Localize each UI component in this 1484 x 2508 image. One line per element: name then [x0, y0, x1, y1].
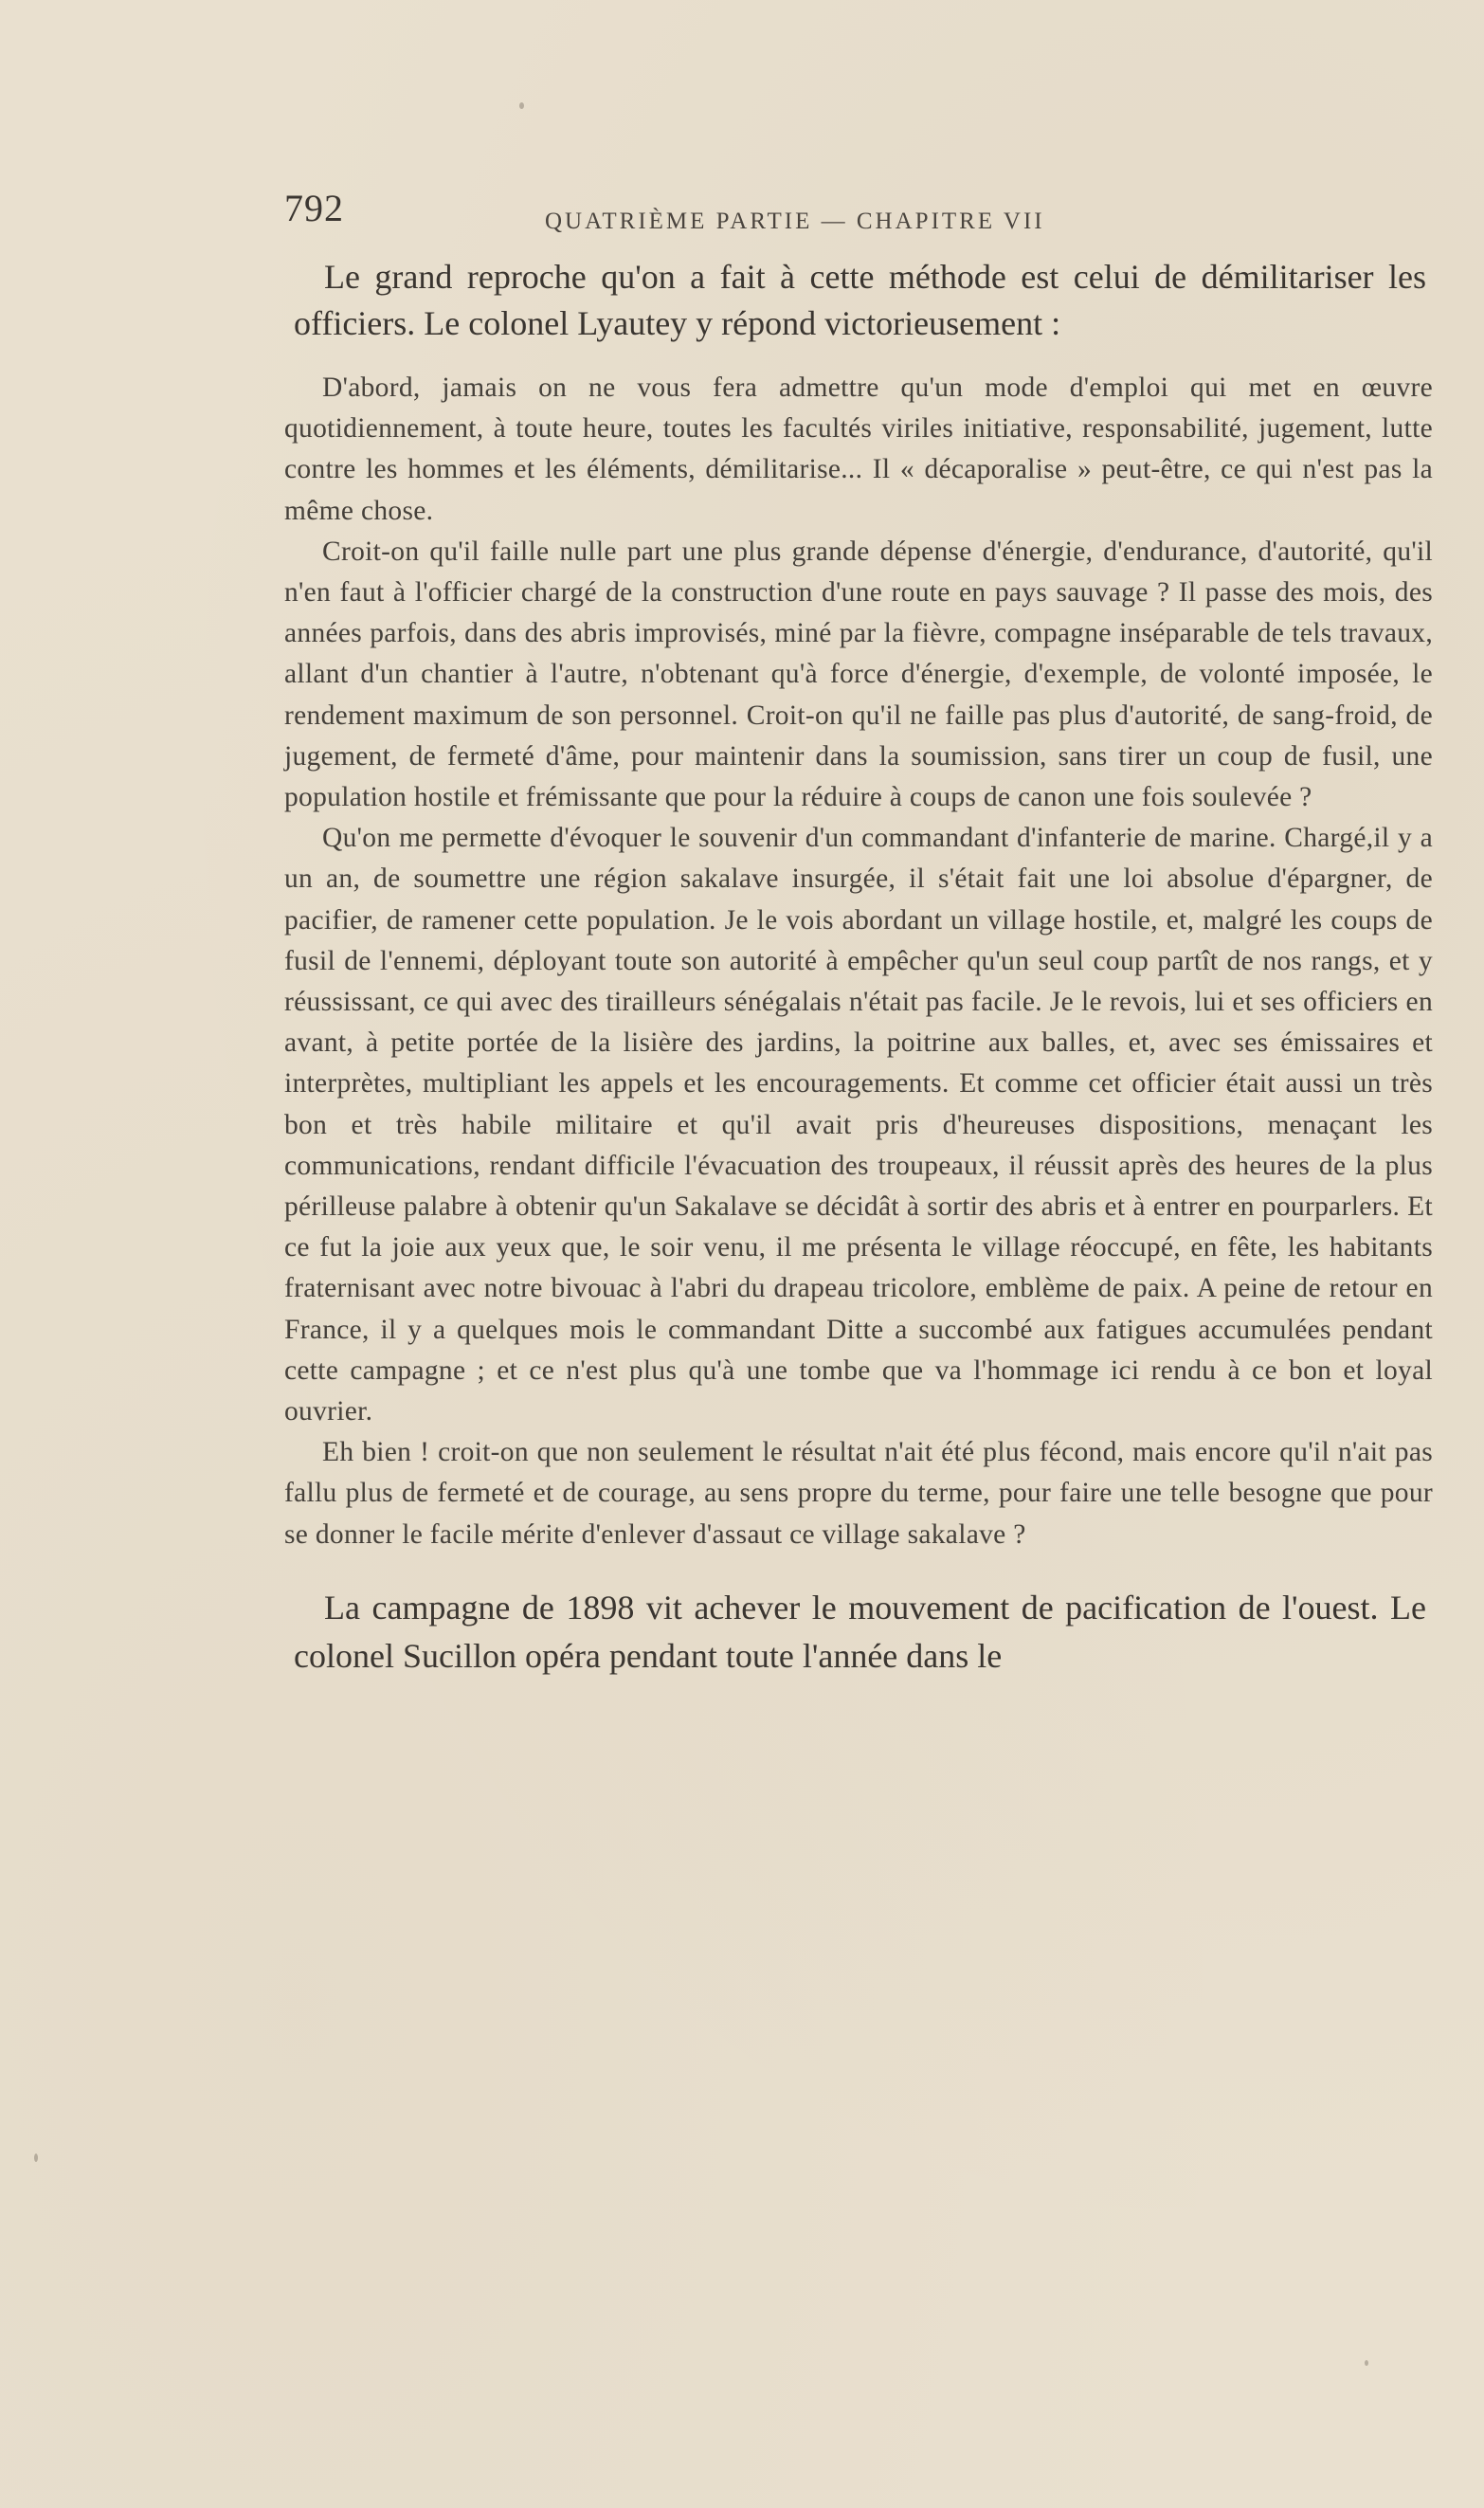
paper-speck — [1365, 2360, 1368, 2366]
quotation-block — [284, 368, 1433, 1555]
running-head: QUATRIÈME PARTIE — CHAPITRE VII — [545, 209, 1045, 234]
closing-paragraph: La campagne de 1898 vit achever le mouvement de pacification de l'ouest. Le colonel Sucillon opéra pendant toute l'année dans le — [294, 1588, 1426, 1675]
page-header — [284, 186, 1440, 243]
paper-speck — [519, 102, 524, 109]
page-number: 792 — [284, 187, 344, 229]
quote-paragraph-2: Croit-on qu'il faille nulle part une plus grande dépense d'énergie, d'endurance, d'autorité, qu'il n'en faut à l'officier chargé de la construction d'une route en pays sauvage ? Il passe des mois, des années parfois, dans des abris improvisés, miné par la fièvre, compagne inséparable de tels travaux, allant d'un chantier à l'autre, n'obtenant qu'à force d'énergie, d'exemple, de volonté imposée, le rendement maximum de son personnel. Croit-on qu'il ne faille pas plus d'autorité, de sang-froid, de jugement, de fermeté d'âme, pour maintenir dans la soumission, sans tirer un coup de fusil, une population hostile et frémissante que pour la réduire à coups de canon une fois soulevée ? — [284, 536, 1433, 813]
paper-speck — [34, 2154, 38, 2162]
body-text — [284, 254, 1433, 1681]
intro-paragraph: Le grand reproche qu'on a fait à cette méthode est celui de démilitariser les officiers. Le colonel Lyautey y répond victorieusement : — [294, 258, 1426, 342]
quote-paragraph-1: D'abord, jamais on ne vous fera admettre qu'un mode d'emploi qui met en œuvre quotidiennement, à toute heure, toutes les facultés viriles initiative, responsabilité, jugement, lutte contre les hommes et les éléments, démilitarise... Il « décaporalise » peut-être, ce qui n'est pas la même chose. — [284, 373, 1433, 526]
quote-paragraph-3: Qu'on me permette d'évoquer le souvenir d'un commandant d'infanterie de marine. Chargé,il y a un an, de soumettre une région sakalave insurgée, il s'était fait une loi absolue d'épargner, de pacifier, de ramener cette population. Je le vois abordant un village hostile, et, malgré les coups de fusil de l'ennemi, déployant toute son autorité à empêcher qu'un seul coup partît de nos rangs, et y réussissant, ce qui avec des tirailleurs sénégalais n'était pas facile. Je le revois, lui et ses officiers en avant, à petite portée de la lisière des jardins, la poitrine aux balles, et, avec ses émissaires et interprètes, multipliant les appels et les encouragements. Et comme cet officier était aussi un très bon et très habile militaire et qu'il avait pris d'heureuses dispositions, menaçant les communications, rendant difficile l'évacuation des troupeaux, il réussit après des heures de la plus périlleuse palabre à obtenir qu'un Sakalave se décidât à sortir des abris et à entrer en pourparlers. Et ce fut la joie aux yeux que, le soir venu, il me présenta le village réoccupé, en fête, les habitants fraternisant avec notre bivouac à l'abri du drapeau tricolore, emblème de paix. A peine de retour en France, il y a quelques mois le commandant Ditte a succombé aux fatigues accumulées pendant cette campagne ; et ce n'est plus qu'à une tombe que va l'hommage ici rendu à ce bon et loyal ouvrier. — [284, 823, 1433, 1427]
quote-paragraph-4: Eh bien ! croit-on que non seulement le résultat n'ait été plus fécond, mais encore qu'il n'ait pas fallu plus de fermeté et de courage, au sens propre du terme, pour faire une telle besogne que pour se donner le facile mérite d'enlever d'assaut ce village sakalave ? — [284, 1437, 1433, 1550]
